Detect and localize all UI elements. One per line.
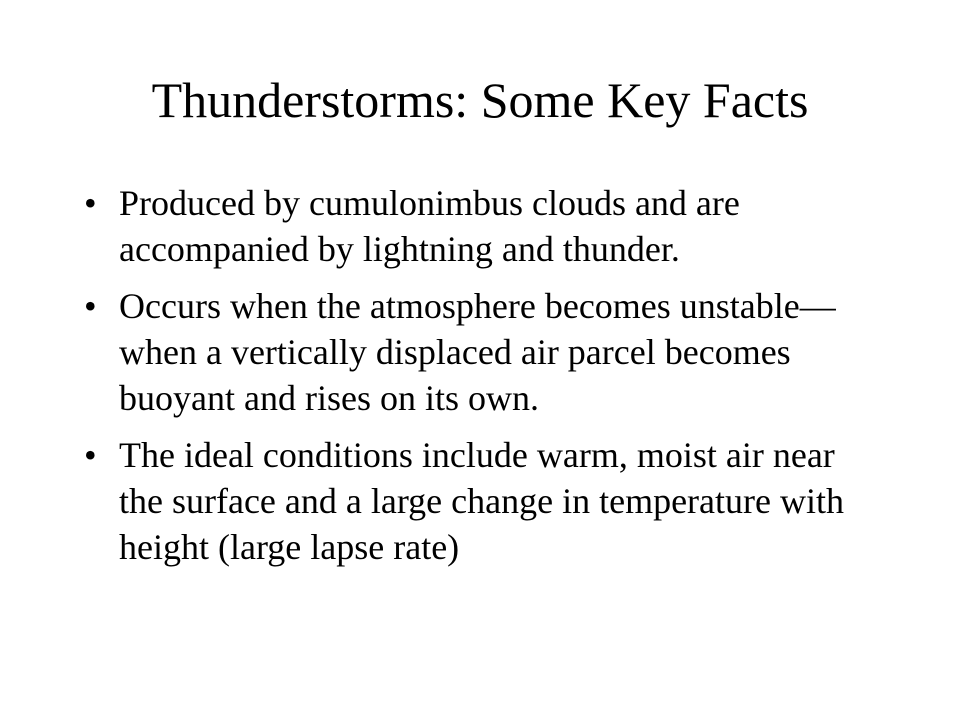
bullet-dot-icon: • bbox=[84, 286, 97, 326]
bullet-text: The ideal conditions include warm, moist air near the surface and a large change in temperature with height (large lapse rate) bbox=[119, 435, 844, 567]
bullet-item-produced bbox=[84, 180, 884, 272]
bullet-dot-icon: • bbox=[84, 435, 97, 475]
bullet-item-ideal-conditions bbox=[84, 432, 884, 570]
slide-title: Thunderstorms: Some Key Facts bbox=[151, 72, 809, 128]
bullet-text: Occurs when the atmosphere becomes unstable—when a vertically displaced air parcel becomes buoyant and rises on its own. bbox=[119, 286, 836, 418]
bullet-dot-icon: • bbox=[84, 183, 97, 223]
bullet-item-occurs bbox=[84, 283, 884, 421]
bullet-list bbox=[84, 180, 884, 581]
bullet-text: Produced by cumulonimbus clouds and are accompanied by lightning and thunder. bbox=[119, 183, 740, 269]
